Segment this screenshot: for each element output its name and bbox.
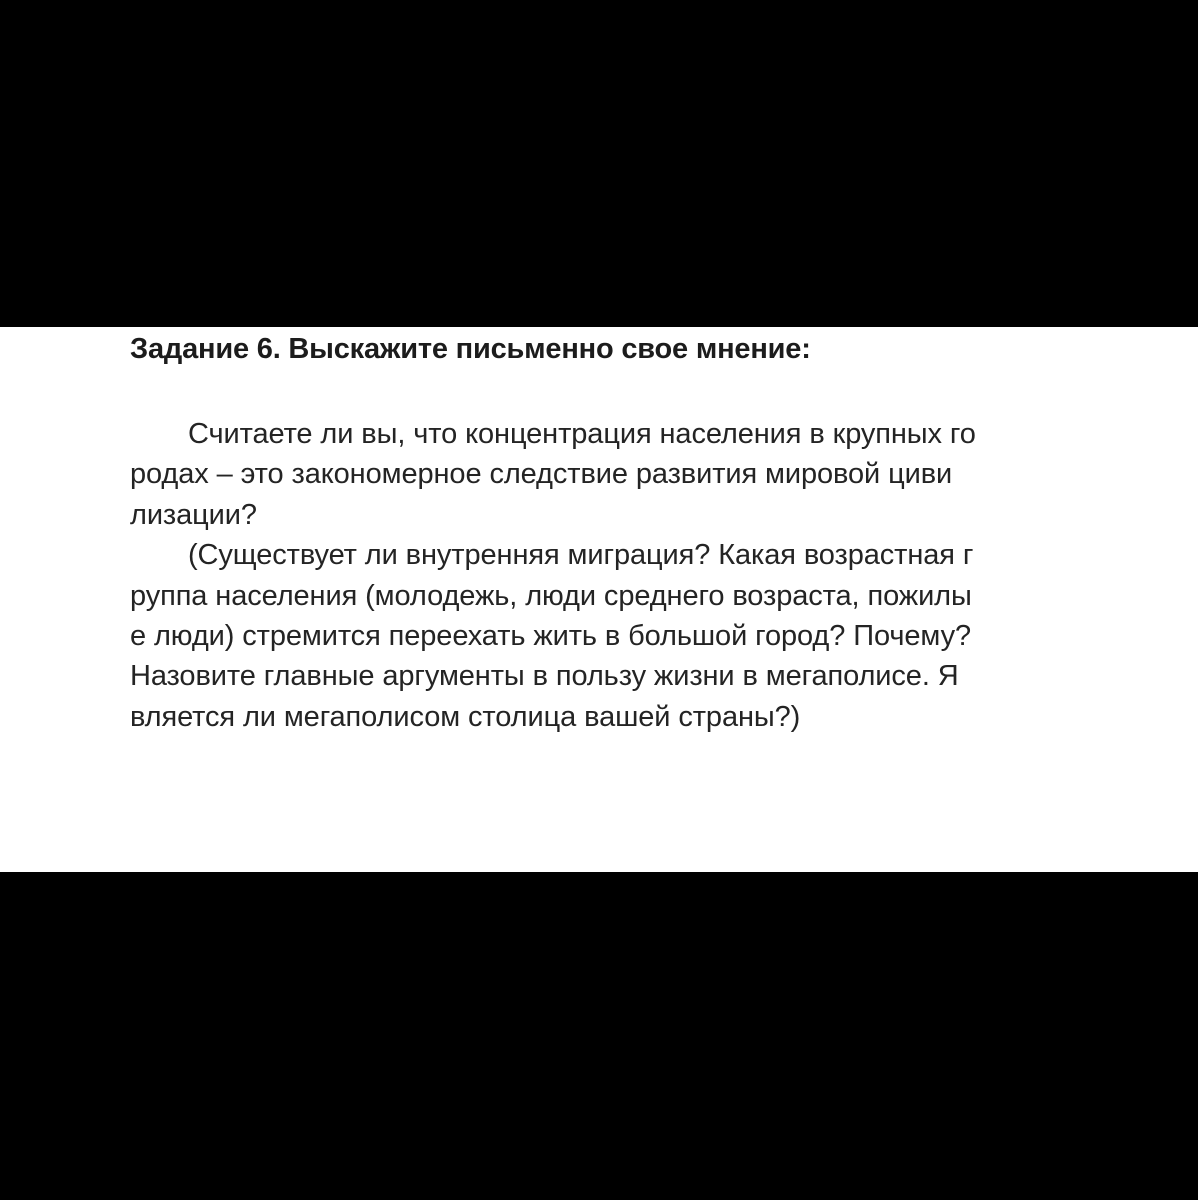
body-line: Считаете ли вы, что концентрация населения в крупных го — [188, 418, 976, 450]
body-line: руппа населения (молодежь, люди среднего возраста, пожилы — [130, 579, 972, 612]
task-body — [130, 414, 1110, 737]
body-line: лизации? — [130, 498, 257, 531]
body-line: (Существует ли внутренняя миграция? Какая возрастная г — [188, 539, 974, 572]
body-line: вляется ли мегаполисом столица вашей страны?) — [130, 700, 801, 733]
body-line: е люди) стремится переехать жить в большой город? Почему? — [130, 620, 971, 653]
body-line: Назовите главные аргументы в пользу жизни в мегаполисе. Я — [130, 660, 959, 693]
body-line: родах – это закономерное следствие развития мировой циви — [130, 458, 953, 491]
task-title: Задание 6. Выскажите письменно свое мнение: — [130, 333, 811, 365]
document-page — [0, 327, 1198, 872]
